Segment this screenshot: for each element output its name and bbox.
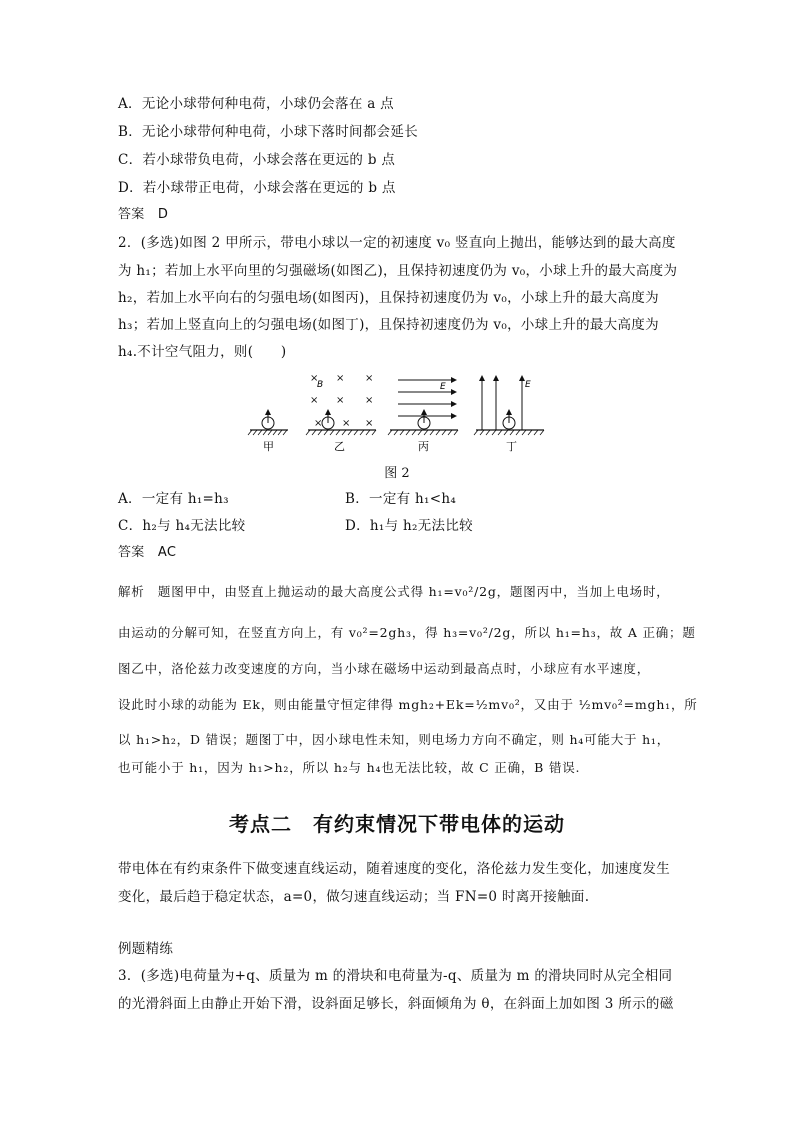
svg-text:×: × xyxy=(336,395,345,406)
q3-line: 3．(多选)电荷量为+q、质量为 m 的滑块和电荷量为-q、质量为 m 的滑块同时从完全相同 xyxy=(118,968,673,984)
panel-bing xyxy=(388,380,458,453)
analysis-line: 以 h₁>h₂，D 错误；题图丁中，因小球电性未知，则电场力方向不确定，则 h₄可能大于 h₁， xyxy=(118,732,671,747)
analysis-line: 设此时小球的动能为 Ek，则由能量守恒定律得 mgh₂+Ek=½mv₀²，又由于 ½mv₀²=mgh₁，所 xyxy=(118,697,698,712)
q2-stem-line: h₂，若加上水平向右的匀强电场(如图丙)，且保持初速度仍为 v₀，小球上升的最大高度为 xyxy=(118,290,659,306)
label-jia: 甲 xyxy=(263,440,274,453)
q1-option-c: C．若小球带负电荷，小球会落在更远的 b 点 xyxy=(118,152,396,168)
q1-option-d: D．若小球带正电荷，小球会落在更远的 b 点 xyxy=(118,180,396,196)
panel-yi xyxy=(306,373,376,453)
svg-text:×: × xyxy=(342,418,351,429)
q2-stem-line: h₃；若加上竖直向上的匀强电场(如图丁)，且保持初速度仍为 v₀，小球上升的最大高度为 xyxy=(118,317,659,333)
q2-stem-line: h₄.不计空气阻力，则( ) xyxy=(118,344,287,360)
label-ding: 丁 xyxy=(506,440,517,453)
q2-stem-line: 2．(多选)如图 2 甲所示，带电小球以一定的初速度 v₀ 竖直向上抛出，能够达到的最大高度 xyxy=(118,235,676,251)
svg-text:×: × xyxy=(365,373,374,384)
q3-line: 的光滑斜面上由静止开始下滑，设斜面足够长，斜面倾角为 θ，在斜面上加如图 3 所示的磁 xyxy=(118,996,674,1012)
field-b-label: B xyxy=(317,380,324,390)
analysis-line: 图乙中，洛伦兹力改变速度的方向，当小球在磁场中运动到最高点时，小球应有水平速度， xyxy=(118,661,651,676)
label-bing: 丙 xyxy=(418,440,429,453)
panel-jia xyxy=(248,410,288,453)
figure-caption: 图 2 xyxy=(384,466,410,481)
svg-text:×: × xyxy=(314,418,323,429)
q2-stem-line: 为 h₁；若加上水平向里的匀强磁场(如图乙)，且保持初速度仍为 v₀，小球上升的最大高度为 xyxy=(118,263,678,279)
analysis-line: 由运动的分解可知，在竖直方向上，有 v₀²=2gh₃，得 h₃=v₀²/2g，所以 h₁=h₃，故 A 正确；题 xyxy=(118,625,696,640)
q2-option-a: A．一定有 h₁=h₃ xyxy=(118,491,229,507)
example-heading: 例题精练 xyxy=(118,941,174,957)
section-title: 考点二 有约束情况下带电体的运动 xyxy=(229,812,565,836)
analysis-line: 也可能小于 h₁，因为 h₁>h₂，所以 h₂与 h₄也无法比较，故 C 正确，B 错误. xyxy=(118,760,581,775)
panel-ding xyxy=(474,376,544,453)
field-e-label: E xyxy=(525,380,531,390)
svg-text:×: × xyxy=(336,373,345,384)
q2-option-b: B．一定有 h₁<h₄ xyxy=(345,491,457,507)
svg-text:×: × xyxy=(310,373,319,384)
field-e-label: E xyxy=(440,382,446,392)
svg-text:×: × xyxy=(365,395,374,406)
q1-answer: 答案 D xyxy=(118,207,169,222)
section-intro-line: 变化，最后趋于稳定状态，a=0，做匀速直线运动；当 FN=0 时离开接触面. xyxy=(118,889,590,905)
label-yi: 乙 xyxy=(334,440,345,453)
analysis-line: 解析 题图甲中，由竖直上抛运动的最大高度公式得 h₁=v₀²/2g，题图丙中，当加上电场时， xyxy=(118,584,670,599)
q1-option-a: A．无论小球带何种电荷，小球仍会落在 a 点 xyxy=(118,96,394,112)
figure-2 xyxy=(246,370,546,460)
svg-text:×: × xyxy=(310,395,319,406)
q2-option-c: C．h₂与 h₄无法比较 xyxy=(118,518,246,534)
section-intro-line: 带电体在有约束条件下做变速直线运动，随着速度的变化，洛伦兹力发生变化，加速度发生 xyxy=(118,861,670,877)
q2-option-d: D．h₁与 h₂无法比较 xyxy=(345,518,473,534)
q1-option-b: B．无论小球带何种电荷，小球下落时间都会延长 xyxy=(118,124,419,140)
q2-answer: 答案 AC xyxy=(118,545,177,560)
svg-text:×: × xyxy=(365,418,374,429)
